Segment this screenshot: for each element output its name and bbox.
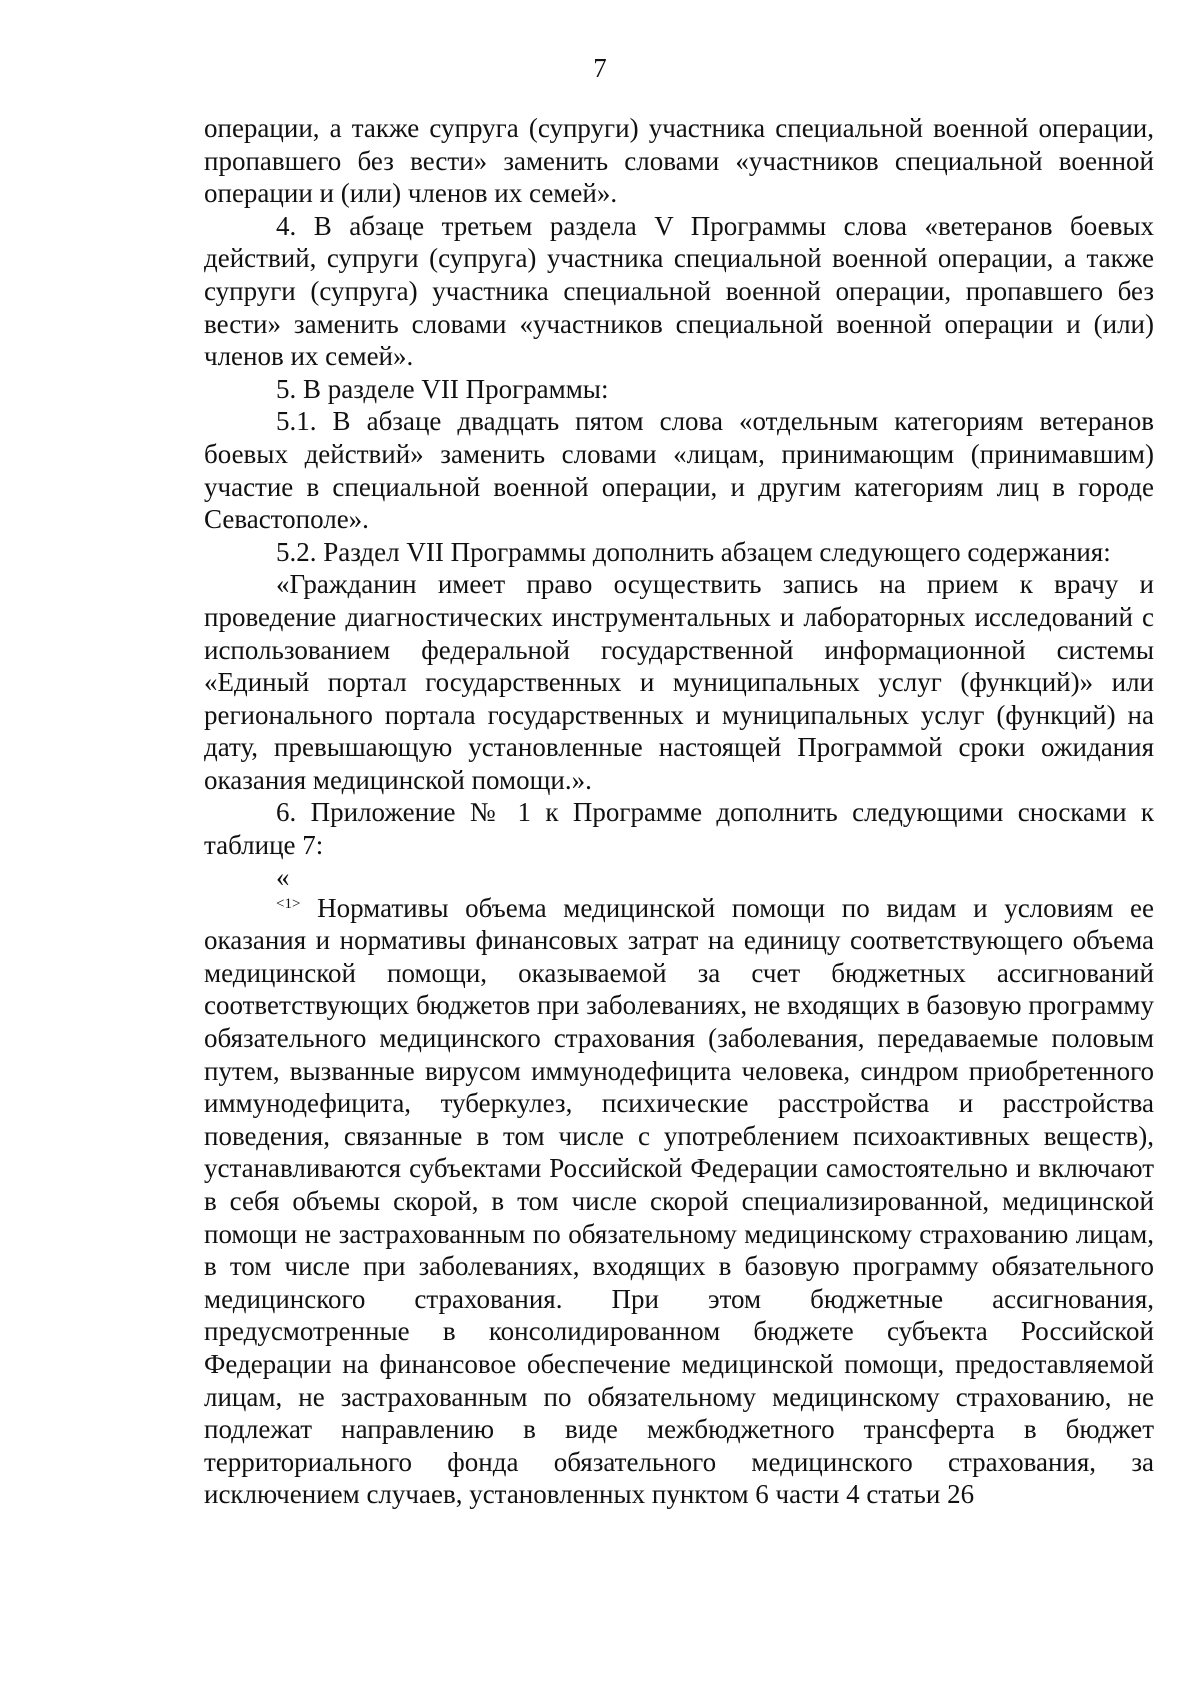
footnote-paragraph	[204, 892, 1154, 1511]
opening-quote-mark: «	[276, 861, 290, 892]
paragraph-item-4: 4. В абзаце третьем раздела V Программы слова «ветеранов боевых действий, супруги (супруга) участника специальной военной операции, а также супруги (супруга) участника специальной военной операции, пропавшего без вести» заменить словами «участников специальной военной операции и (или) членов их семей».	[204, 210, 1154, 372]
document-body	[204, 112, 1154, 1511]
paragraph-item-5: 5. В разделе VII Программы:	[276, 373, 609, 404]
paragraph-item-5-1: 5.1. В абзаце двадцать пятом слова «отдельным категориям ветеранов боевых действий» заменить словами «лицам, принимающим (принимавшим) участие в специальной военной операции, и другим категориям лиц в городе Севастополе».	[204, 406, 1154, 535]
paragraph-item-5-2: 5.2. Раздел VII Программы дополнить абзацем следующего содержания:	[276, 536, 1111, 567]
page-number: 7	[593, 53, 607, 83]
paragraph-item-6: 6. Приложение № 1 к Программе дополнить следующими сносками к таблице 7:	[204, 797, 1154, 861]
paragraph-continuation: операции, а также супруга (супруги) участника специальной военной операции, пропавшего без вести» заменить словами «участников специальной военной операции и (или) членов их семей».	[204, 113, 1154, 209]
footnote-marker: <1>	[276, 895, 301, 912]
footnote-text: Нормативы объема медицинской помощи по видам и условиям ее оказания и нормативы финансовых затрат на единицу соответствующего объема медицинской помощи, оказываемой за счет бюджетных ассигнований соответствующих бюджетов при заболеваниях, не входящих в базовую программу обязательного медицинского страхования (заболевания, передаваемые половым путем, вызванные вирусом иммунодефицита человека, синдром приобретенного иммунодефицита, туберкулез, психические расстройства и расстройства поведения, связанные в том числе с употреблением психоактивных веществ), устанавливаются субъектами Российской Федерации самостоятельно и включают в себя объемы скорой, в том числе скорой специализированной, медицинской помощи не застрахованным по обязательному медицинскому страхованию лицам, в том числе при заболеваниях, входящих в базовую программу обязательного медицинского страхования. При этом бюджетные ассигнования, предусмотренные в консолидированном бюджете субъекта Российской Федерации на финансовое обеспечение медицинской помощи, предоставляемой лицам, не застрахованным по обязательному медицинскому страхованию, не подлежат направлению в виде межбюджетного трансферта в бюджет территориального фонда обязательного медицинского страхования, за исключением случаев, установленных пунктом 6 части 4 статьи 26	[204, 892, 1154, 1510]
paragraph-quoted-addition: «Гражданин имеет право осуществить запись на прием к врачу и проведение диагностических инструментальных и лабораторных исследований с использованием федеральной государственной информационной системы «Единый портал государственных и муниципальных услуг (функций)» или регионального портала государственных и муниципальных услуг (функций) на дату, превышающую установленные настоящей Программой сроки ожидания оказания медицинской помощи.».	[204, 569, 1154, 795]
